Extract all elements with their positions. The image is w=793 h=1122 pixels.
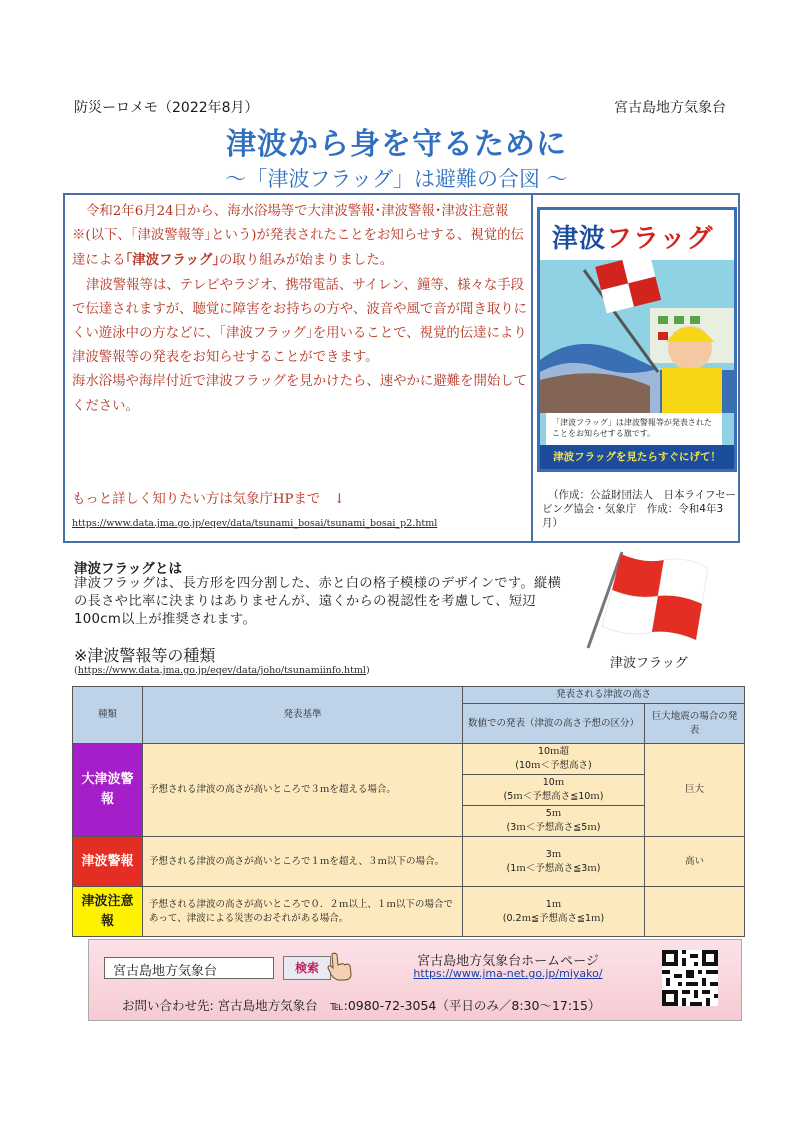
- huge-major: 巨大: [645, 744, 745, 837]
- value-warning: [463, 837, 645, 887]
- value-major-3: [463, 806, 645, 837]
- poster-title-part1: 津波: [552, 224, 607, 254]
- qr-code-icon[interactable]: [662, 950, 718, 1006]
- tsunami-info-link[interactable]: https://www.data.jma.go.jp/eqev/data/joho/tsunamiinfo.html: [77, 665, 366, 676]
- level-tsunami-advisory: 津波注意報: [73, 887, 143, 937]
- poster-title-part2: フラッグ: [606, 224, 714, 254]
- contact-info: お問い合わせ先: 宮古島地方気象台 ℡:0980-72-3054（平日のみ／8:30～17:15）: [122, 998, 601, 1013]
- homepage-title: 宮古島地方気象台ホームページ: [417, 954, 599, 969]
- poster-credit: （作成：公益財団法人 日本ライフセービング協会・気象庁 作成：令和4年3月）: [542, 489, 736, 529]
- value-advisory-a: 1ｍ: [545, 898, 562, 910]
- header-huge: 巨大地震の場合の発表: [645, 704, 745, 744]
- info-p1-strong: ｢津波フラッグ｣: [125, 252, 220, 269]
- search-input[interactable]: 宮古島地方気象台: [104, 957, 274, 979]
- flag-image-label: 津波フラッグ: [610, 656, 688, 671]
- value-major-1: [463, 744, 645, 775]
- value-major-1-a: 10ｍ超: [537, 746, 570, 757]
- info-paragraph-1: [72, 200, 527, 274]
- url-open-paren: (: [74, 665, 78, 676]
- header-height-group: 発表される津波の高さ: [463, 687, 745, 704]
- homepage-link[interactable]: https://www.jma-net.go.jp/miyako/: [413, 967, 603, 980]
- info-paragraph-2: 津波警報等は、テレビやラジオ、携帯電話、サイレン、鐘等、様々な手段で伝達されますが、聴覚に障害をお持ちの方や、波音や風で音が聞き取りにくい遊泳中の方などに、｢津波フラッグ｣を用いることで、視覚的伝達により津波警報等の発表をお知らせすることができます。: [72, 277, 528, 366]
- header-numeric: 数値での発表（津波の高さ予想の区分）: [463, 704, 645, 744]
- flag-description: 津波フラッグは、長方形を四分割した、赤と白の格子模様のデザインです。縦横の長さや比率に決まりはありませんが、遠くからの視認性を考慮して、短辺100cm以上が推奨されます。: [74, 576, 562, 627]
- value-advisory-b: (0.2ｍ≦予想高さ≦1ｍ): [502, 912, 605, 924]
- info-p1-before: 令和2年6月24日から、海水浴場等で大津波警報･津波警報･津波注意報※(以下、｢津波警報等｣という)が発表されたことをお知らせする、視覚的伝達による: [72, 204, 524, 269]
- warning-types-url-line: [74, 665, 370, 676]
- value-major-1-b: (10ｍ＜予想高さ): [515, 760, 592, 771]
- search-button[interactable]: 検索: [283, 956, 331, 980]
- info-paragraph-3: 海水浴場や海岸付近で津波フラッグを見かけたら、速やかに避難を開始してください。: [72, 374, 528, 414]
- value-major-2-b: (5ｍ＜予想高さ≦10ｍ): [503, 791, 604, 802]
- info-p1-after: の取り組みが始まりました。: [219, 253, 394, 269]
- criteria-warning: 予想される津波の高さが高いところで１ｍを超え、３ｍ以下の場合。: [143, 837, 463, 887]
- header-type: 種類: [73, 687, 143, 744]
- poster-caption: 「津波フラッグ」は津波警報等が発表されたことをお知らせする旗です。: [546, 413, 722, 445]
- memo-label: 防災ーロメモ（2022年8月）: [74, 100, 259, 116]
- warning-types-heading: ※津波警報等の種類: [74, 646, 216, 665]
- value-warning-b: (1ｍ＜予想高さ≦3ｍ): [506, 862, 601, 874]
- poster-footer: 津波フラッグを見たらすぐにげて！: [540, 445, 734, 469]
- header-criteria: 発表基準: [143, 687, 463, 744]
- jma-bosai-link[interactable]: https://www.data.jma.go.jp/eqev/data/tsunami_bosai/tsunami_bosai_p2.html: [72, 518, 438, 529]
- level-tsunami-warning: 津波警報: [73, 837, 143, 887]
- url-close-paren: ): [365, 665, 370, 676]
- office-name: 宮古島地方気象台: [614, 100, 726, 116]
- criteria-advisory: 予想される津波の高さが高いところで０．２ｍ以上、１ｍ以下の場合であって、津波による災害のおそれがある場合。: [143, 887, 463, 937]
- huge-advisory: [645, 887, 745, 937]
- warning-table: [72, 686, 745, 937]
- more-info-text: もっと詳しく知りたい方は気象庁HPまで ↓: [72, 492, 345, 507]
- value-major-3-a: 5ｍ: [545, 808, 562, 819]
- info-text: [72, 200, 527, 419]
- value-major-3-b: (3ｍ＜予想高さ≦5ｍ): [506, 822, 601, 833]
- value-major-2-a: 10ｍ: [542, 777, 565, 788]
- poster-title: [540, 210, 734, 260]
- value-advisory: [463, 887, 645, 937]
- value-warning-a: 3ｍ: [545, 848, 562, 860]
- tsunami-flag-poster: [537, 207, 737, 472]
- huge-warning: 高い: [645, 837, 745, 887]
- pointing-hand-icon: [326, 952, 354, 982]
- level-major-warning: 大津波警報: [73, 744, 143, 837]
- page-title: 津波から身を守るために: [226, 127, 567, 162]
- tsunami-flag-image: [582, 548, 712, 654]
- flag-heading: 津波フラッグとは: [74, 561, 182, 577]
- info-divider: [531, 193, 533, 543]
- criteria-major: 予想される津波の高さが高いところで３ｍを超える場合。: [143, 744, 463, 837]
- page-subtitle: ～「津波フラッグ」は避難の合図 ～: [225, 167, 568, 191]
- value-major-2: [463, 775, 645, 806]
- poster-illustration: [540, 260, 734, 413]
